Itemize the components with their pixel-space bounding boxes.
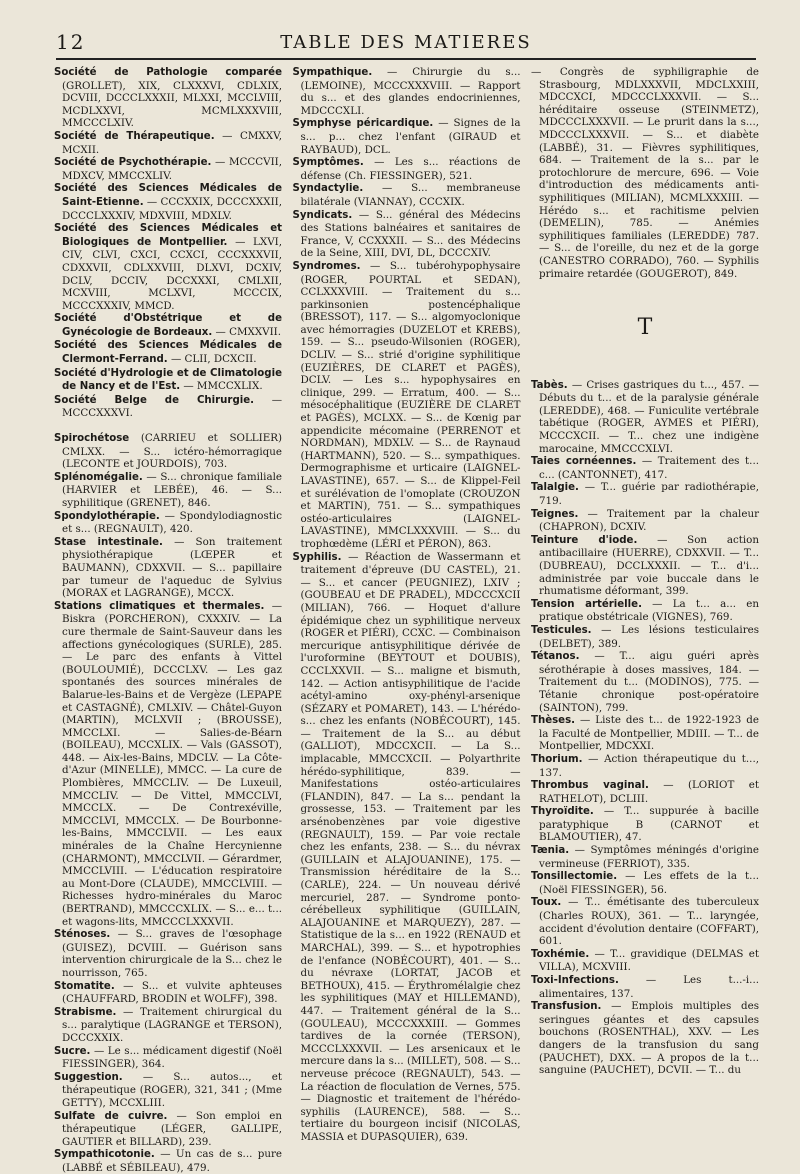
- index-entry-text: — Les lésions testiculaires (DELBET), 389.: [539, 623, 759, 650]
- index-headword: Société de Thérapeutique.: [54, 130, 215, 142]
- index-entry: [54, 394, 282, 420]
- index-headword: Tabès.: [531, 379, 568, 391]
- index-headword: Suggestion.: [54, 1071, 123, 1083]
- index-entry-text: — Réaction de Wassermann et traitement d'épreuve (DU CASTEL), 21. — S... et cancer (PEUGNIEZ), LXIV ; (GOUBEAU et DE PRADEL), MDCCCXCII (MILIAN), 766. — Hoquet d'allure épidémique chez un syphilitique nerveux (ROGER et PIÉRI), CCXC. — Combinaison mercurique antisyphilitique dérivée de l'uroformine (BEYTOUT et DOUBIS), CCCLXXVII. — S... maligne et bismuth, 142. — Action antisyphilitique de l'acide acétyl-amino oxy-phényl-arsenique (SÉZARY et POMARET), 143. — L'hérédo-s... chez les enfants (NOBÉCOURT), 145. — Traitement de la S... au début (GALLIOT), MDCCXCII. — La S... implacable, MMCCXCII. — Polyarthrite hérédo-syphilitique, 839. — Manifestations ostéo-articulaires (FLANDIN), 847. — La s... pendant la grossesse, 153. — Traitement par les arsénobenzènes par voie digestive (REGNAULT), 159. — Par voie rectale chez les enfants, 238. — S... du névrax (GUILLAIN et ALAJOUANINE), 175. — Transmission héréditaire de la S... (CARLE), 224. — Un nouveau dérivé mercuriel, 287. — Syndrome ponto-cérébelleux syphilitique (GUILLAIN, ALAJOUANINE et MARQUEZY), 287. — Statistique de la s... en 1922 (RENAUD et MARCHAL), 399. — S... et hypotrophies de l'enfance (NOBÉCOURT), 401. — S... du névraxe (LORTAT, JACOB et BETHOUX), 415. — Érythromélalgie chez les syphilitiques (MAY et HILLEMAND), 447. — Traitement général de la S... (GOULEAU), MCCCXXXIII. — Gommes tardives de la cornée (TERSON), MCCCLXXXVII. — Les arsenicaux et le mercure dans la s... (MILLET), 508. — S... nerveuse précoce (REGNAULT), 543. — La réaction de floculation de Vernes, 575. — Diagnostic et traitement de l'hérédo-syphilis (LAURENCE), 588. — S... tertiaire du bourgeon incisif (NICOLAS, MASSIA et DUPASQUIER), 639.: [300, 550, 521, 1143]
- index-headword: Transfusion.: [531, 1001, 602, 1013]
- index-headword: Société de Psychothérapie.: [54, 157, 212, 169]
- index-entry: [54, 432, 282, 471]
- index-entry-text: — Traitement chirurgical du s... paralytique (LAGRANGE et TERSON), DCCCXXIX.: [62, 1005, 282, 1044]
- index-entry: [54, 1006, 282, 1045]
- index-entry-text: — CMXXVII.: [212, 325, 282, 338]
- index-entry: [293, 182, 521, 208]
- index-entry: [54, 1045, 282, 1071]
- index-entry-text: — Biskra (PORCHERON), CXXXIV. — La cure thermale de Saint-Sauveur dans les affections gynécologiques (SURLE), 285. — Le parc des enfants à Vittel (BOULOUMIÉ), DCCCLXV. — Les gaz spontanés des sources minérales de Balarue-les-Bains et de Vergèze (LEPAPE et CASTAGNÉ), CMLXIV. — Châtel-Guyon (MARTIN), MCLXVII ; (BROUSSE), MMCCLXI. — Salies-de-Béarn (BOILEAU), MCCXLIX. — Vals (GASSOT), 448. — Aix-les-Bains, MDCLV. — La Côte-d'Azur (MINELLE), MMCC. — La cure de Plombières, MMCCLIV. — De Luxeuil, MMCCLIV. — De Vittel, MMCCLVI, MMCCLX. — De Contrexéville, MMCCLVI, MMCCLX. — De Bourbonne-les-Bains, MMCCLVII. — Les eaux minérales de la Chaîne Hercynienne (CHARMONT), MMCCLVII. — Gérardmer, MMCCLVIII. — L'éducation respiratoire au Mont-Dore (CLAUDE), MMCCLVIII. — Richesses hydro-minérales du Maroc (BERTRAND), MMCCCXLIX. — S... e... t... et wagons-lits, MMCCCLXXXVII.: [62, 599, 282, 928]
- index-headword: Thèses.: [531, 715, 576, 727]
- index-headword: Syndactylie.: [292, 183, 364, 195]
- index-entry-text: (GROLLET), XIX, CLXXXVI, CDLXIX, DCVIII, DCCCLXXXII, MLXXI, MCCLVIII, MCDLXXVI, MCMLXXXVIII, MMCCCLXIV.: [62, 79, 282, 130]
- index-entry: [54, 367, 282, 394]
- index-entry-text: — Les effets de la t... (Noël FIESSINGER), 56.: [539, 870, 759, 896]
- index-entry: [54, 222, 282, 312]
- index-headword: Toxhémie.: [531, 948, 590, 960]
- index-entry-text: — Son action antibacillaire (HUERRE), CDXXVII. — T... (DUBREAU), DCCLXXXII. — T... d'i... administrée par voie buccale dans le rhumatisme déformant, 399.: [539, 533, 759, 598]
- index-headword: Syndicats.: [292, 209, 353, 221]
- index-entry: [531, 779, 759, 805]
- index-entry: [54, 536, 282, 600]
- index-headword: Teignes.: [531, 508, 579, 520]
- index-entry: [531, 948, 759, 974]
- index-headword: Sténoses.: [54, 929, 111, 941]
- index-entry-text: — Les s... réactions de défense (Ch. FIESSINGER), 521.: [300, 156, 521, 182]
- index-entry: [293, 66, 521, 117]
- index-entry-text: — (LORIOT et RATHELOT), DCLIII.: [539, 779, 759, 805]
- index-column-3: [531, 66, 759, 1077]
- index-entry: [531, 650, 759, 714]
- index-entry: [531, 753, 759, 779]
- index-entry-text: — S... chronique familiale (HARVIER et LEBÉE), 46. — S... syphilitique (GRENET), 846.: [62, 470, 282, 509]
- index-entry-text: — LXVI, CIV, CLVI, CXCI, CCXCI, CCCXXXVII, CDXXVII, CDLXXVIII, DLXVI, DCXIV, DCLV, DCCIV, DCCXXXI, CMLXII, MCXVIII, MCLXVI, MCCCIX, MCCCXXXIV, MMCD.: [62, 235, 282, 312]
- index-headword: Sucre.: [54, 1045, 91, 1057]
- index-entry-text: (CARRIEU et SOLLIER) CMLXX. — S... ictéro-hémorragique (LECONTE et JOURDOIS), 703.: [62, 432, 282, 471]
- index-entry: [54, 312, 282, 339]
- index-entry-text: — T... suppurée à bacille paratyphique B (CARNOT et BLAMOUTIER), 47.: [539, 805, 759, 844]
- index-entry: [531, 598, 759, 624]
- index-entry: [293, 551, 521, 1144]
- index-entry: [54, 339, 282, 366]
- index-entry-text: — Action thérapeutique du t..., 137.: [539, 752, 759, 779]
- index-headword: Toxi-Infections.: [531, 975, 619, 986]
- index-entry-text: — Congrès de syphiligraphie de Strasbourg, MDLXXXVII, MDCLXXIII, MDCCXCI, MDCCCLXXXVII. — S... héréditaire osseuse (STEINMETZ), MDCCCLXXXVII. — Le prurit dans la s..., MDCCCLXXXVII. — S... et diabète (LABBÉ), 31. — Fièvres syphilitiques, 684. — Traitement de la s... par le protochlorure de mercure, 696. — Voie d'introduction des médicaments anti-syphilitiques (MILIAN), MCMLXXXIII. — Hérédo s... et rachitisme pelvien (DEMELIN), 785. — Anémies syphilitiques familiales (LEREDDE) 787. — S... de l'oreille, du nez et de la gorge (CANESTRO CORRADO), 760. — Syphilis primaire retardée (GOUGEROT), 849.: [531, 66, 759, 280]
- index-entry-text: — CCCXXIX, DCCCXXXII, DCCCLXXXIV, MDXVIII, MDXLV.: [62, 195, 282, 222]
- index-entry: [54, 980, 282, 1006]
- index-column-2: [292, 66, 521, 1143]
- index-headword: Tonsillectomie.: [531, 871, 618, 883]
- index-entry-text: — Son traitement physiothérapique (LŒPER et BAUMANN), CDXXVII. — S... papillaire par tumeur de l'aqueduc de Sylvius (MORAX et LAGRANGE), MCCX.: [62, 535, 282, 600]
- index-entry: [54, 156, 282, 182]
- index-entry: [293, 260, 521, 551]
- index-entry: [531, 455, 759, 481]
- index-columns: [54, 66, 759, 1174]
- index-entry-text: — S... autos..., et thérapeutique (ROGER), 321, 341 ; (Mme GETTY), MCCXLIII.: [62, 1070, 282, 1109]
- index-entry-text: — Spondylodiagnostic et s... (REGNAULT), 420.: [62, 509, 282, 536]
- index-entry-text: — Traitement par la chaleur (CHAPRON), DCXIV.: [539, 507, 759, 534]
- index-entry: [54, 471, 282, 510]
- page-header: [56, 28, 756, 60]
- index-entry-text: — T... émétisante des tuberculeux (Charles ROUX), 361. — T... laryngée, accident d'évolution dentaire (COFFART), 601.: [539, 896, 759, 948]
- index-entry-text: — T... gravidique (DELMAS et VILLA), MCXVIII.: [539, 947, 759, 974]
- index-entry: [531, 481, 759, 507]
- index-headword: Société des Sciences Médicales et Biologiques de Montpellier.: [54, 223, 282, 248]
- index-headword: Talalgie.: [531, 482, 579, 494]
- index-headword: Stomatite.: [54, 980, 115, 992]
- index-entry-text: — CLII, DCXCII.: [167, 353, 257, 366]
- index-entry: [54, 510, 282, 536]
- index-headword: Testicules.: [531, 624, 592, 636]
- index-entry: [531, 805, 759, 844]
- index-headword: Symptômes.: [292, 157, 364, 169]
- index-entry: [531, 379, 759, 456]
- index-entry-text: — La t... a... en pratique obstétricale (VIGNES), 769.: [539, 597, 759, 624]
- index-entry-text: — Emplois multiples des seringues géantes et des capsules bouchons (ROSENTHAL), XXV. — Les dangers de la transfusion du sang (PAUCHET), DXX. — A propos de la t... sanguine (PAUCHET), DCVII. — T... du: [539, 1000, 759, 1077]
- index-headword: Spirochétose: [54, 433, 130, 445]
- index-headword: Splénomégalie.: [54, 471, 143, 483]
- index-headword: Sulfate de cuivre.: [54, 1110, 168, 1122]
- index-entry-text: — S... graves de l'œsophage (GUISEZ), DCVIII. — Guérison sans intervention chirurgicale de la S... chez le nourrisson, 765.: [62, 928, 282, 979]
- index-entry: [531, 974, 759, 1000]
- index-entry: [531, 870, 759, 896]
- index-entry: [293, 156, 521, 182]
- index-entry: [531, 534, 759, 598]
- index-entry-text: — S... membraneuse bilatérale (VIANNAY), CCCXIX.: [300, 182, 521, 208]
- index-headword: Tænia.: [531, 845, 570, 857]
- index-headword: Syphilis.: [292, 551, 342, 563]
- index-entry: [54, 1148, 282, 1174]
- index-headword: Sympathique.: [292, 67, 373, 78]
- index-headword: Stations climatiques et thermales.: [54, 600, 265, 612]
- section-letter: T: [637, 315, 653, 341]
- index-headword: Taies cornéennes.: [531, 456, 637, 468]
- index-entry: [531, 66, 759, 280]
- index-entry-text: — Crises gastriques du t..., 457. — Débuts du t... et de la paralysie générale (LEREDDE), 468. — Funiculite vertébrale tabétique (ROGER, AYMES et PIÉRI), MCCCXCII. — T... chez une indigène marocaine, MMCCCXLVI.: [539, 378, 759, 455]
- index-entry-text: — Un cas de s... pure (LABBÉ et SÉBILEAU), 479.: [62, 1148, 282, 1174]
- index-entry: [531, 844, 759, 870]
- index-entry: [293, 117, 521, 156]
- index-headword: Société de Pathologie comparée: [54, 67, 282, 78]
- index-entry-text: — Le s... médicament digestif (Noël FIESSINGER), 364.: [62, 1044, 282, 1071]
- index-entry-text: — Liste des t... de 1922-1923 de la Faculté de Montpellier, MDIII. — T... de Montpellier, MDCXXI.: [539, 714, 759, 753]
- index-headword: Toux.: [531, 897, 562, 909]
- index-entry-text: — Signes de la s... p... chez l'enfant (GIRAUD et RAYBAUD), DCL.: [300, 117, 521, 156]
- index-entry-text: — MCCCVII, MDXCV, MMCCXLIV.: [62, 156, 282, 182]
- index-entry: [54, 130, 282, 156]
- index-entry-text: — S... général des Médecins des Stations balnéaires et sanitaires de France, V, CCXXXII. — S... des Médecins de la Seine, XIII, DVI, DL, DCCCXIV.: [300, 208, 521, 260]
- index-headword: Thorium.: [531, 753, 583, 765]
- index-entry: [54, 1071, 282, 1110]
- index-column-1: [54, 66, 282, 1174]
- index-headword: Société d'Obstétrique et de Gynécologie de Bordeaux.: [54, 313, 282, 338]
- page-title: TABLE DES MATIERES: [280, 32, 532, 53]
- index-entry: [54, 1110, 282, 1149]
- index-entry-text: — Traitement des t... c... (CANTONNET), 417.: [539, 455, 759, 481]
- index-entry: [531, 508, 759, 534]
- index-entry: [54, 66, 282, 130]
- index-entry: [531, 1000, 759, 1077]
- page-number: 12: [56, 30, 86, 54]
- index-entry-text: — Symptômes méningés d'origine vermineuse (FERRIOT), 335.: [539, 844, 759, 870]
- index-entry: [293, 209, 521, 260]
- index-headword: Société des Sciences Médicales de Clermont-Ferrand.: [54, 340, 282, 366]
- index-entry-text: — T... aigu guéri après sérothérapie à doses massives, 184. — Traitement du t... (MODINOS), 775. — Tétanie chronique post-opératoire (SAINTON), 799.: [539, 650, 759, 714]
- index-entry-text: — MCCCXXXVI.: [62, 393, 282, 420]
- index-headword: Sympathicotonie.: [54, 1149, 155, 1161]
- index-entry-text: — CMXXV, MCXII.: [62, 129, 282, 156]
- index-entry-text: — MMCCXLIX.: [180, 380, 263, 393]
- index-headword: Spondylothérapie.: [54, 510, 160, 522]
- section-spacer: [54, 420, 282, 432]
- index-entry: [531, 624, 759, 650]
- index-entry-text: — S... et vulvite aphteuses (CHAUFFARD, BRODIN et WOLFF), 398.: [62, 979, 282, 1006]
- index-headword: Tétanos.: [531, 651, 580, 663]
- index-headword: Société d'Hydrologie et de Climatologie de Nancy et de l'Est.: [54, 367, 282, 393]
- index-headword: Société Belge de Chirurgie.: [54, 394, 255, 406]
- index-headword: Société des Sciences Médicales de Saint-Etienne.: [54, 183, 282, 208]
- index-entry: [54, 928, 282, 979]
- index-entry-text: — Chirurgie du s... (LEMOINE), MCCCXXXVIII. — Rapport du s... et des glandes endocriniennes, MDCCCXLI.: [300, 66, 521, 117]
- index-headword: Tension artérielle.: [531, 598, 642, 610]
- index-headword: Stase intestinale.: [54, 536, 163, 548]
- index-entry-text: — Son emploi en thérapeutique (LÉGER, GALLIPE, GAUTIER et BILLARD), 239.: [62, 1109, 282, 1148]
- index-entry: [54, 182, 282, 222]
- index-entry: [531, 896, 759, 947]
- index-headword: Symphyse péricardique.: [292, 118, 434, 130]
- index-entry-text: — T... guérie par radiothérapie, 719.: [539, 481, 759, 508]
- index-headword: Thrombus vaginal.: [531, 780, 649, 792]
- index-headword: Strabisme.: [54, 1006, 117, 1018]
- index-entry-text: — Les t...-i... alimentaires, 137.: [539, 974, 759, 1000]
- index-entry-text: — S... tubérohypophysaire (ROGER, POURTAL et SEDAN), CCLXXXVIII. — Traitement du s... parkinsonien postencéphalique (BRESSOT), 117. — S... algomyoclonique avec hémorragies (DUZELOT et KREBS), 159. — S... pseudo-Wilsonien (ROGER), DCLIV. — S... strié d'origine syphilitique (EUZIÈRES, DE CLARET et PAGÈS), DCLV. — Les s... hypophysaires en clinique, 299. — Erratum, 400. — S... mésocéphalitique (EUZIÈRE DE CLARET et PAGÈS), MCLXX. — S... de Kœnig par appendicite mécomaine (PERRENOT et NORDMAN), MDXLV. — S... de Raynaud (HARTMANN), 520. — S... sympathiques. Dermographisme et urticaire (LAIGNEL-LAVASTINE), 657. — S... de Klippel-Feil et surélévation de l'omoplate (CROUZON et MARTIN), 751. — S... sympathiques ostéo-articulaires (LAIGNEL-LAVASTINE), MMCLXXXVIII. — S... du trophœdème (LÉRI et PÉRON), 863.: [300, 259, 521, 550]
- index-headword: Syndromes.: [292, 260, 361, 272]
- index-entry: [531, 714, 759, 753]
- index-headword: Teinture d'iode.: [531, 534, 638, 546]
- index-entry: [54, 600, 282, 928]
- index-headword: Thyroïdite.: [531, 806, 594, 818]
